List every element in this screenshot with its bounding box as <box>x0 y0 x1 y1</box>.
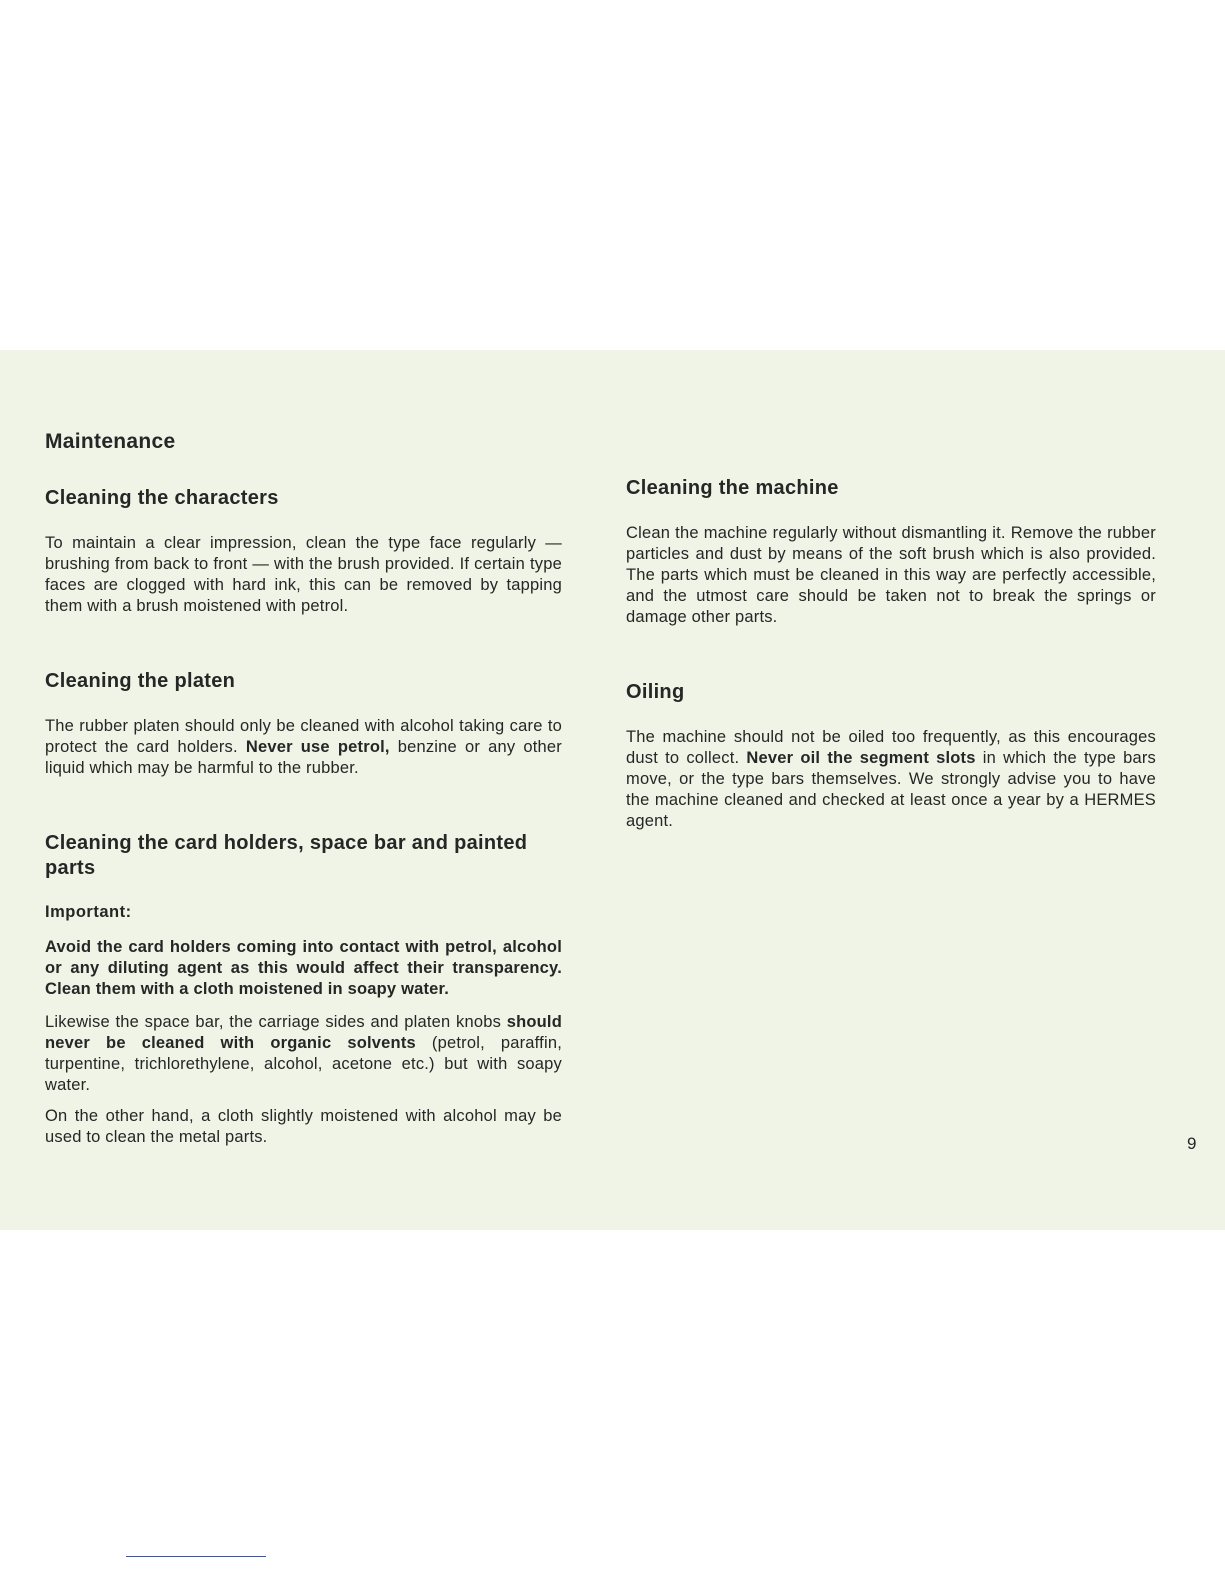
section-cleaning-card-holders <box>45 831 562 1148</box>
section-body <box>626 727 1156 832</box>
emphasis-text: should never be cleaned with organic solvents <box>45 1013 562 1052</box>
section-body <box>45 1012 562 1096</box>
body-text: Likewise the space bar, the carriage sides and platen knobs <box>45 1013 507 1031</box>
emphasis-text: Never oil the segment slots <box>746 749 976 767</box>
emphasis-text: Never use petrol, <box>245 738 390 756</box>
section-body <box>45 716 562 779</box>
important-label: Important: <box>45 903 132 921</box>
body-text: benzine or any other liquid which may be harmful to the rubber. <box>45 738 562 777</box>
section-heading: Oiling <box>626 681 685 703</box>
body-text: The rubber platen should only be cleaned with alcohol taking care to protect the card holders. <box>45 717 562 756</box>
section-cleaning-platen <box>45 669 562 779</box>
section-body: Clean the machine regularly without dismantling it. Remove the rubber particles and dust by means of the soft brush which is also provided. The parts which must be cleaned in this way are perfectly accessible, and the utmost care should be taken not to break the springs or damage other parts. <box>626 524 1156 626</box>
manual-page <box>0 350 1225 1230</box>
page-number: 9 <box>1187 1134 1197 1153</box>
page-title: Maintenance <box>45 430 176 453</box>
warning-text: Avoid the card holders coming into contact with petrol, alcohol or any diluting agent as this would affect their transparency. Clean them with a cloth moistened in soapy water. <box>45 938 562 998</box>
section-body: On the other hand, a cloth slightly moistened with alcohol may be used to clean the metal parts. <box>45 1107 562 1146</box>
right-column <box>626 476 1156 832</box>
left-column <box>45 430 562 1148</box>
body-text: in which the type bars move, or the type bars themselves. We strongly advise you to have the machine cleaned and checked at least once a year by a HERMES agent. <box>626 749 1156 830</box>
section-heading: Cleaning the machine <box>626 477 839 499</box>
section-heading: Cleaning the characters <box>45 487 279 509</box>
section-cleaning-characters <box>45 486 562 617</box>
section-heading: Cleaning the platen <box>45 670 236 692</box>
body-text: The machine should not be oiled too frequently, as this encourages dust to collect. <box>626 728 1156 767</box>
link-underline[interactable] <box>126 1556 266 1557</box>
section-body: To maintain a clear impression, clean the type face regularly — brushing from back to front — with the brush provided. If certain type faces are clogged with hard ink, this can be removed by tapping them with a brush moistened with petrol. <box>45 534 562 615</box>
section-oiling <box>626 680 1156 832</box>
body-text: (petrol, paraffin, turpentine, trichlorethylene, alcohol, acetone etc.) but with soapy water. <box>45 1034 562 1094</box>
section-heading: Cleaning the card holders, space bar and painted parts <box>45 832 528 879</box>
section-cleaning-machine <box>626 476 1156 628</box>
